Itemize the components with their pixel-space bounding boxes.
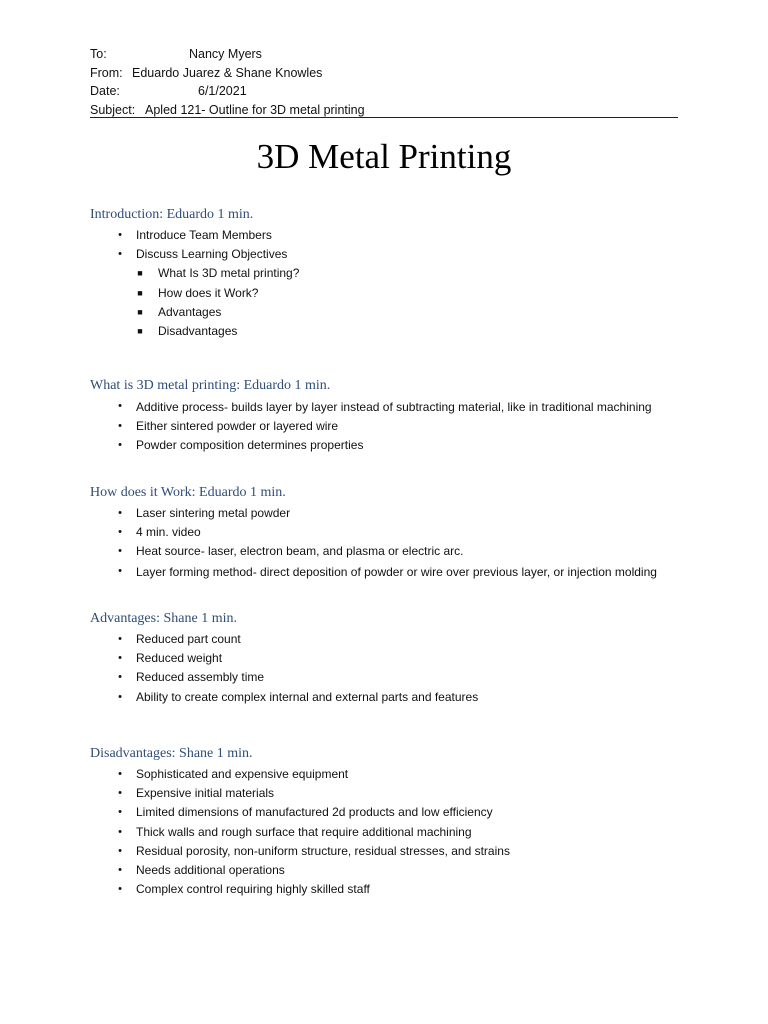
bullet-icon: • [118,825,122,838]
bullet-icon: • [118,883,122,896]
bullet-icon: • [118,690,122,703]
list-item [90,649,690,668]
square-bullet-icon: ■ [137,306,143,317]
sub-list-item [90,264,690,283]
list-item-text: Heat source- laser, electron beam, and plasma or electric arc. [136,544,464,559]
square-bullet-icon: ■ [137,287,143,298]
memo-from-label: From: [90,65,123,80]
memo-to-row [90,45,678,64]
list-item-text: Reduced weight [136,651,223,666]
list-item-text: Reduced assembly time [136,670,265,685]
section-introduction [90,206,690,341]
list-item [90,504,690,523]
section-heading: Introduction: Eduardo 1 min. [90,207,254,222]
list-item [90,688,690,707]
list-item-text: What Is 3D metal printing? [158,266,300,281]
section-what-is [90,377,690,455]
sub-list-item [90,284,690,303]
bullet-icon: • [118,420,122,432]
list-item-text: Ability to create complex internal and external parts and features [136,689,479,704]
list-item [90,803,690,822]
list-item [90,842,690,861]
bullet-icon: • [118,507,122,519]
bullet-icon: • [118,806,122,819]
bullet-icon: • [118,787,122,800]
bullet-icon: • [118,633,122,645]
bullet-icon: • [118,248,122,261]
list-item-text: Additive process- builds layer by layer instead of subtracting material, like in traditional machining [136,400,652,414]
bullet-icon: • [118,671,122,684]
bullet-icon: • [118,545,122,558]
memo-date-row [90,82,678,101]
list-item-text: Discuss Learning Objectives [136,247,288,262]
sub-list-item [90,322,690,341]
list-item-text: Powder composition determines properties [136,438,364,453]
section-how-it-works [90,484,690,582]
memo-subject-label: Subject: [90,102,136,117]
bullet-list [90,765,690,899]
section-heading: Advantages: Shane 1 min. [90,611,237,626]
bullet-icon: • [118,526,122,539]
bullet-icon: • [118,652,122,665]
list-item [90,397,690,417]
list-item-text: Sophisticated and expensive equipment [136,767,349,781]
section-heading: Disadvantages: Shane 1 min. [90,746,253,761]
bullet-list [90,504,690,582]
memo-date-value: 6/1/2021 [198,84,247,98]
memo-header [90,45,678,119]
bullet-list [90,630,690,707]
list-item-text: How does it Work? [158,285,259,300]
list-item-text: Residual porosity, non-uniform structure, residual stresses, and strains [136,843,510,858]
list-item-text: Complex control requiring highly skilled staff [136,882,370,897]
list-item [90,436,690,455]
list-item [90,823,690,842]
list-item [90,880,690,899]
memo-date-label: Date: [90,84,120,98]
section-heading: What is 3D metal printing: Eduardo 1 min. [90,378,331,393]
memo-from-value: Eduardo Juarez & Shane Knowles [132,65,323,80]
list-item [90,668,690,687]
square-bullet-icon: ■ [137,268,143,279]
list-item [90,417,690,436]
bullet-icon: • [118,400,122,412]
memo-to-label: To: [90,47,107,61]
bullet-icon: • [118,844,122,857]
list-item [90,784,690,803]
bullet-icon: • [118,768,122,780]
memo-from-row [90,64,678,83]
bullet-list [90,226,690,341]
section-disadvantages [90,745,690,899]
list-item-text: Needs additional operations [136,863,285,878]
list-item [90,562,690,582]
list-item-text: Advantages [158,304,222,319]
bullet-icon: • [118,229,122,241]
memo-subject-value: Apled 121- Outline for 3D metal printing [145,102,365,117]
list-item-text: Introduce Team Members [136,228,272,242]
section-heading: How does it Work: Eduardo 1 min. [90,485,286,500]
list-item [90,542,690,561]
memo-to-value: Nancy Myers [189,47,262,61]
list-item-text: Limited dimensions of manufactured 2d products and low efficiency [136,805,493,820]
list-item [90,245,690,264]
list-item [90,226,690,245]
square-bullet-icon: ■ [137,326,143,337]
list-item-text: Laser sintering metal powder [136,506,291,520]
section-advantages [90,610,690,707]
sub-list-item [90,303,690,322]
bullet-list [90,397,690,455]
list-item [90,523,690,542]
bullet-icon: • [118,864,122,877]
bullet-icon: • [118,439,122,452]
list-item-text: Reduced part count [136,632,241,646]
list-item-text: Disadvantages [158,324,238,339]
list-item-text: 4 min. video [136,525,201,540]
list-item [90,630,690,649]
list-item [90,765,690,784]
list-item-text: Either sintered powder or layered wire [136,419,339,433]
bullet-icon: • [118,564,122,577]
list-item-text: Expensive initial materials [136,786,275,801]
list-item [90,861,690,880]
list-item-text: Thick walls and rough surface that require additional machining [136,824,472,839]
document-title: 3D Metal Printing [256,137,512,176]
memo-divider [90,117,678,118]
list-item-text: Layer forming method- direct deposition of powder or wire over previous layer, or injection molding [136,564,657,579]
